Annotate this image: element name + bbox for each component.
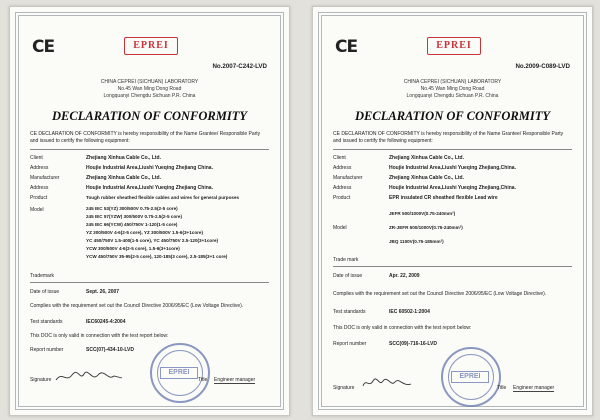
model-line: 245 IEC 57(YZW) 300/500V 0.75-2.5(2-5 core) <box>86 214 183 219</box>
handwritten-signature <box>54 369 124 385</box>
official-stamp <box>441 347 501 407</box>
model-line: 245 IEC 53(YZ) 300/500V 0.75-2.5(2-5 core) <box>86 206 178 211</box>
field-value: EPR insulated CR sheathed flexible Lead wire <box>389 195 498 201</box>
issue-date-label: Date of issue <box>30 289 60 295</box>
model-line: YCW 300/500V 4-6(2-5 core), 1.5-6(3+1core) <box>86 246 180 251</box>
issue-date-label: Date of issue <box>333 273 363 279</box>
title-label: Title <box>497 385 507 391</box>
lab-address-line: No.45 Wan Ming Dong Road <box>420 86 485 92</box>
report-label: Report number <box>333 341 367 347</box>
document-title: DECLARATION OF CONFORMITY <box>52 109 247 123</box>
lab-address-line: Longquanyi Chengdu Sichuan P.R. China <box>406 93 499 99</box>
standards-label: Test standards <box>333 309 366 315</box>
field-label: Product <box>333 195 351 201</box>
document-number: No.2007-C242-LVD <box>212 63 267 70</box>
field-label: Address <box>30 185 49 191</box>
field-value: Zhejiang Xinhua Cable Co., Ltd. <box>389 175 465 181</box>
issue-date-value: Sept. 26, 2007 <box>86 289 120 295</box>
model-line: YC 450/750V 1.5-400(1-5 core), YC 450/750V 2.5-120(3+1core) <box>86 238 219 243</box>
model-line: JEFR 500/1000V(0.75-240mm²) <box>389 211 456 216</box>
trademark-label: Trade mark <box>333 257 359 263</box>
compliance-text: Complies with the requirement set out the Council Directive 2006/95/EC (Low Voltage Directive). <box>30 303 244 309</box>
model-label: Model <box>30 207 44 213</box>
certificate-right <box>312 6 593 416</box>
ceprei-logo: EPREI <box>427 37 481 55</box>
field-value: Tough rubber sheathed flexible cables and wires for general purposes <box>86 195 240 200</box>
field-value: Zhejiang Xinhua Cable Co., Ltd. <box>86 155 162 161</box>
field-label: Manufacturer <box>333 175 363 181</box>
field-value: Zhejiang Xinhua Cable Co., Ltd. <box>389 155 465 161</box>
field-label: Address <box>333 165 352 171</box>
ce-mark: CE <box>335 37 358 57</box>
report-label: Report number <box>30 347 64 353</box>
model-line: 245 IEC 66(YCW) 450/750V 1-120(1-5 core) <box>86 222 178 227</box>
field-value: Houjie Industrial Area,Liushi Yueqing Zhejiang,China. <box>389 185 516 191</box>
field-label: Address <box>30 165 49 171</box>
intro-text: CE DECLARATION OF CONFORMITY is hereby responsibility of the Name Grantee/ Responsible Party and issued to certify the following equipment: <box>333 131 564 144</box>
field-value: Houjie Industrial Area,Liushi Yueqing Zhejiang China. <box>86 165 213 171</box>
standards-value: IEC60245-4:2004 <box>86 319 126 325</box>
field-label: Client <box>30 155 43 161</box>
lab-address-line: No.45 Wan Ming Dong Road <box>117 86 182 92</box>
model-line: YZ 300/500V 4-6(2-5 core), YZ 300/500V 1.5-6(3+1core) <box>86 230 203 235</box>
field-label: Client <box>333 155 346 161</box>
report-value: SCC(07)-434-10-LVD <box>86 347 134 353</box>
model-line: YCW 450/750V 35-95(2-5 core), 120-185(3 core), 2.5-185(3+1 core) <box>86 254 228 259</box>
validity-text: This DOC is only valid in connection with the test report below: <box>333 325 472 331</box>
divider <box>333 266 572 267</box>
official-stamp <box>150 343 210 403</box>
model-line: JBQ 1100V(0.75-185mm²) <box>389 239 444 244</box>
trademark-label: Trademark <box>30 273 54 279</box>
field-label: Address <box>333 185 352 191</box>
standards-label: Test standards <box>30 319 63 325</box>
signature-label: Signature <box>333 385 355 391</box>
intro-text: CE DECLARATION OF CONFORMITY is hereby responsibility of the Name Grantee/ Responsible Party and issued to certify the following equipment: <box>30 131 261 144</box>
stamp-label: EPREI <box>160 367 198 379</box>
report-value: SCC(09)-716-16-LVD <box>389 341 437 347</box>
certificate-left <box>9 6 290 416</box>
handwritten-signature <box>361 376 413 390</box>
divider <box>30 282 269 283</box>
divider <box>333 149 572 150</box>
stamp-label: EPREI <box>451 371 489 383</box>
field-value: Zhejiang Xinhua Cable Co., Ltd. <box>86 175 162 181</box>
field-value: Houjie Industrial Area,Liushi Yueqing Zhejiang China. <box>86 185 213 191</box>
model-line: ZR-JEFR 500/1000V(0.75-240mm²) <box>389 225 463 230</box>
ceprei-logo: EPREI <box>124 37 178 55</box>
divider <box>30 149 269 150</box>
title-label: Title <box>198 377 208 383</box>
signature-label: Signature <box>30 377 52 383</box>
model-label: Model <box>333 225 347 231</box>
title-value: Engineer manager <box>513 385 555 391</box>
ce-mark: CE <box>32 37 55 57</box>
title-value: Engineer manager <box>214 377 256 383</box>
validity-text: This DOC is only valid in connection with the test report below: <box>30 333 169 339</box>
lab-name: CHINA CEPREI (SICHUAN) LABORATORY <box>100 79 199 85</box>
compliance-text: Complies with the requirement set out the Council Directive 2006/95/EC (Low Voltage Directive). <box>333 291 547 297</box>
document-title: DECLARATION OF CONFORMITY <box>355 109 550 123</box>
field-value: Houjie Industrial Area,Liushi Yueqing Zhejiang,China. <box>389 165 516 171</box>
field-label: Product <box>30 195 48 201</box>
document-number: No.2009-C089-LVD <box>515 63 570 70</box>
standards-value: IEC 60502-1:2004 <box>389 309 430 315</box>
issue-date-value: Apr. 22, 2009 <box>389 273 420 279</box>
lab-name: CHINA CEPREI (SICHUAN) LABORATORY <box>403 79 502 85</box>
field-label: Manufacturer <box>30 175 60 181</box>
lab-address-line: Longquanyi Chengdu Sichuan P.R. China <box>103 93 196 99</box>
